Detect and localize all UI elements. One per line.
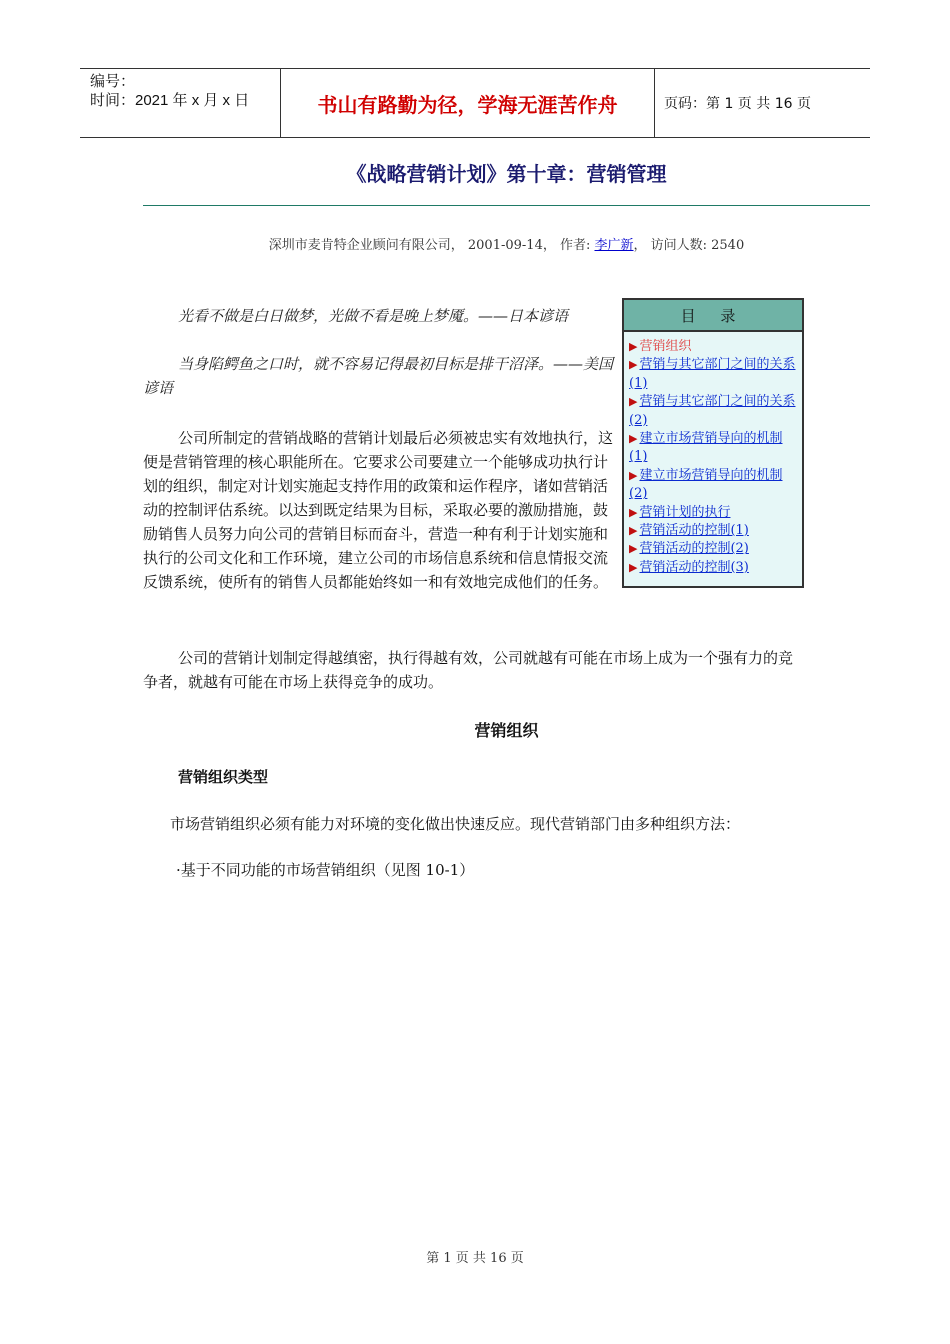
toc-item[interactable] [629, 393, 798, 430]
header-page-info: 页码：第 1 页 共 16 页 [664, 96, 811, 112]
conclusion-paragraph: 公司的营销计划制定得越缜密，执行得越有效，公司就越有可能在市场上成为一个强有力的竞争者，就越有可能在市场上获得竞争的成功。 [143, 649, 794, 691]
page-footer: 第 1 页 共 16 页 [426, 1251, 524, 1266]
page-header [80, 68, 870, 138]
toc-heading: 目 录 [624, 300, 802, 332]
article-title: 《战略营销计划》第十章：营销管理 [346, 162, 667, 186]
toc-item[interactable] [629, 559, 798, 577]
title-divider [143, 205, 870, 206]
arrow-right-icon: ▶ [629, 542, 638, 556]
org-bullet-item: ·基于不同功能的市场营销组织（见图 10-1） [176, 861, 475, 879]
org-intro-paragraph: 市场营销组织必须有能力对环境的变化做出快速反应。现代营销部门由多种组织方法： [170, 815, 741, 833]
article-meta [143, 234, 870, 253]
intro-paragraph: 公司所制定的营销战略的营销计划最后必须被忠实有效地执行，这便是营销管理的核心职能所在。它要求公司要建立一个能够成功执行计划的组织，制定对计划实施起支持作用的政策和运作程序，诸如营销活动的控制评估系统。以达到既定结果为目标，采取必要的激励措施，鼓励销售人员努力向公司的营销目标而奋斗，营造一种有利于计划实施和执行的公司文化和工作环境，建立公司的市场信息系统和信息情报交流反馈系统，使所有的销售人员都能始终如一和有效地完成他们的任务。 [143, 429, 614, 591]
section-heading: 营销组织 [474, 721, 539, 740]
toc-item[interactable] [629, 338, 798, 356]
document-date-label: 时间：2021 年 x 月 x 日 [90, 92, 250, 109]
toc-item[interactable] [629, 522, 798, 540]
table-of-contents [622, 298, 804, 588]
toc-link[interactable]: 营销计划的执行 [639, 504, 731, 520]
meta-source: 深圳市麦肯特企业顾问有限公司， 2001-09-14， 作者: [268, 238, 595, 253]
arrow-right-icon: ▶ [629, 340, 638, 353]
arrow-right-icon: ▶ [629, 432, 638, 446]
header-info [80, 69, 280, 137]
arrow-right-icon: ▶ [629, 505, 638, 519]
author-link[interactable]: 李广新 [594, 238, 634, 253]
toc-item[interactable] [629, 540, 798, 558]
toc-list [624, 332, 802, 577]
toc-link[interactable]: 建立市场营销导向的机制(2) [629, 467, 783, 502]
arrow-right-icon: ▶ [629, 524, 638, 538]
toc-item[interactable] [629, 356, 798, 393]
toc-link[interactable]: 营销活动的控制(3) [639, 559, 749, 575]
toc-link[interactable]: 营销活动的控制(1) [639, 523, 749, 539]
toc-item[interactable] [629, 467, 798, 504]
document-number-label: 编号： [90, 73, 136, 90]
arrow-right-icon: ▶ [629, 560, 638, 574]
quote-japanese: 光看不做是白日做梦，光做不看是晚上梦魇。——日本谚语 [178, 307, 569, 325]
toc-link[interactable]: 营销与其它部门之间的关系(1) [629, 357, 796, 391]
subsection-heading: 营销组织类型 [178, 768, 269, 786]
toc-link[interactable]: 营销与其它部门之间的关系(2) [629, 394, 796, 428]
toc-link[interactable]: 营销活动的控制(2) [639, 541, 749, 557]
arrow-right-icon: ▶ [629, 395, 638, 409]
toc-item[interactable] [629, 430, 798, 467]
header-motto: 书山有路勤为径，学海无涯苦作舟 [280, 69, 655, 137]
toc-link[interactable]: 建立市场营销导向的机制(1) [629, 431, 783, 465]
toc-item[interactable] [629, 504, 798, 522]
arrow-right-icon: ▶ [629, 468, 638, 482]
quote-american: 当身陷鳄鱼之口时，就不容易记得最初目标是排干沼泽。——美国谚语 [143, 355, 614, 397]
toc-link[interactable]: 营销组织 [639, 339, 692, 354]
meta-visits: ， 访问人数: 2540 [633, 238, 745, 253]
arrow-right-icon: ▶ [629, 358, 638, 372]
